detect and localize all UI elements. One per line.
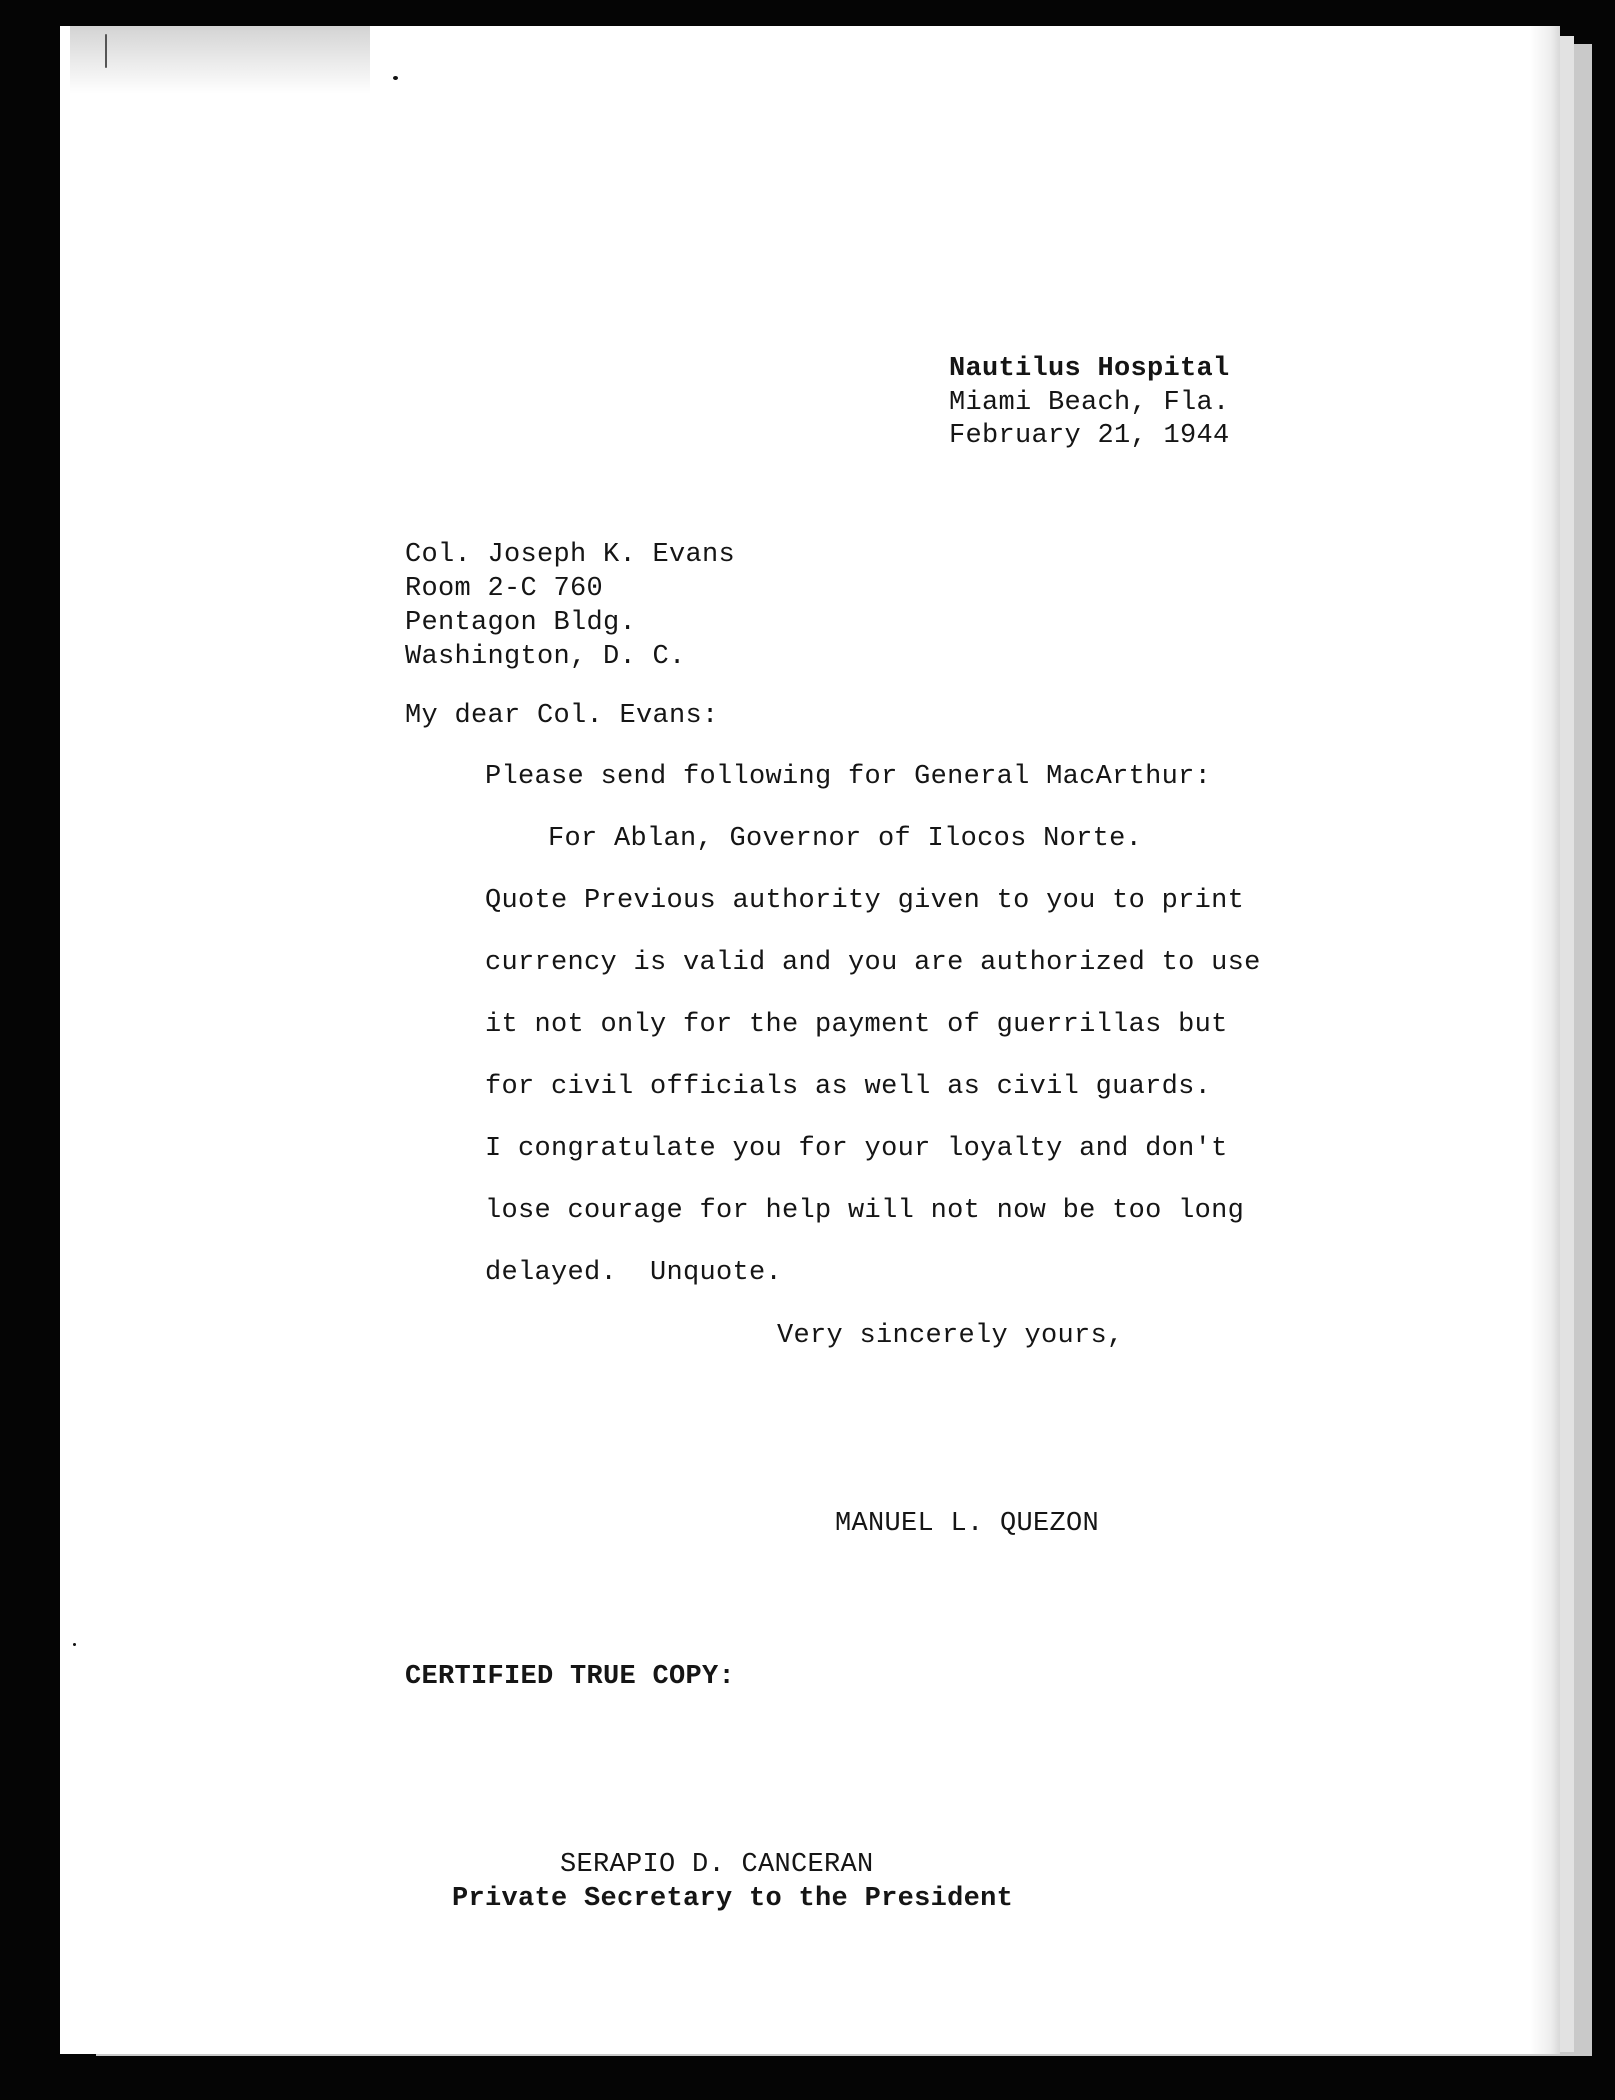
body-line: lose courage for help will not now be too long xyxy=(485,1196,1245,1226)
certifier-name: SERAPIO D. CANCERAN xyxy=(560,1850,874,1880)
body-line: I congratulate you for your loyalty and don't xyxy=(485,1134,1228,1164)
ink-speck xyxy=(73,1643,76,1646)
letter-page xyxy=(60,26,1560,2054)
complimentary-closing: Very sincerely yours, xyxy=(777,1321,1124,1351)
ink-speck xyxy=(393,76,398,80)
certification-label: CERTIFIED TRUE COPY: xyxy=(405,1662,736,1692)
page-smudge xyxy=(70,26,370,94)
page-edge-shadow xyxy=(1530,26,1560,2054)
body-line: Please send following for General MacArthur: xyxy=(485,762,1212,792)
body-line: currency is valid and you are authorized to use xyxy=(485,948,1261,978)
certifier-title: Private Secretary to the President xyxy=(452,1884,1014,1914)
recipient-room: Room 2-C 760 xyxy=(405,574,604,604)
recipient-name: Col. Joseph K. Evans xyxy=(405,540,736,570)
body-line: delayed. Unquote. xyxy=(485,1258,783,1288)
body-line: for civil officials as well as civil guards. xyxy=(485,1072,1212,1102)
recipient-building: Pentagon Bldg. xyxy=(405,608,637,638)
signature-name: MANUEL L. QUEZON xyxy=(835,1509,1100,1539)
ink-mark xyxy=(105,34,107,68)
salutation: My dear Col. Evans: xyxy=(405,701,719,731)
recipient-city: Washington, D. C. xyxy=(405,642,686,672)
body-line: Quote Previous authority given to you to print xyxy=(485,886,1245,916)
letter-date: February 21, 1944 xyxy=(949,421,1230,451)
body-line: it not only for the payment of guerrillas but xyxy=(485,1010,1228,1040)
sender-place: Nautilus Hospital xyxy=(949,354,1230,384)
sender-city: Miami Beach, Fla. xyxy=(949,388,1230,418)
body-line: For Ablan, Governor of Ilocos Norte. xyxy=(548,824,1143,854)
